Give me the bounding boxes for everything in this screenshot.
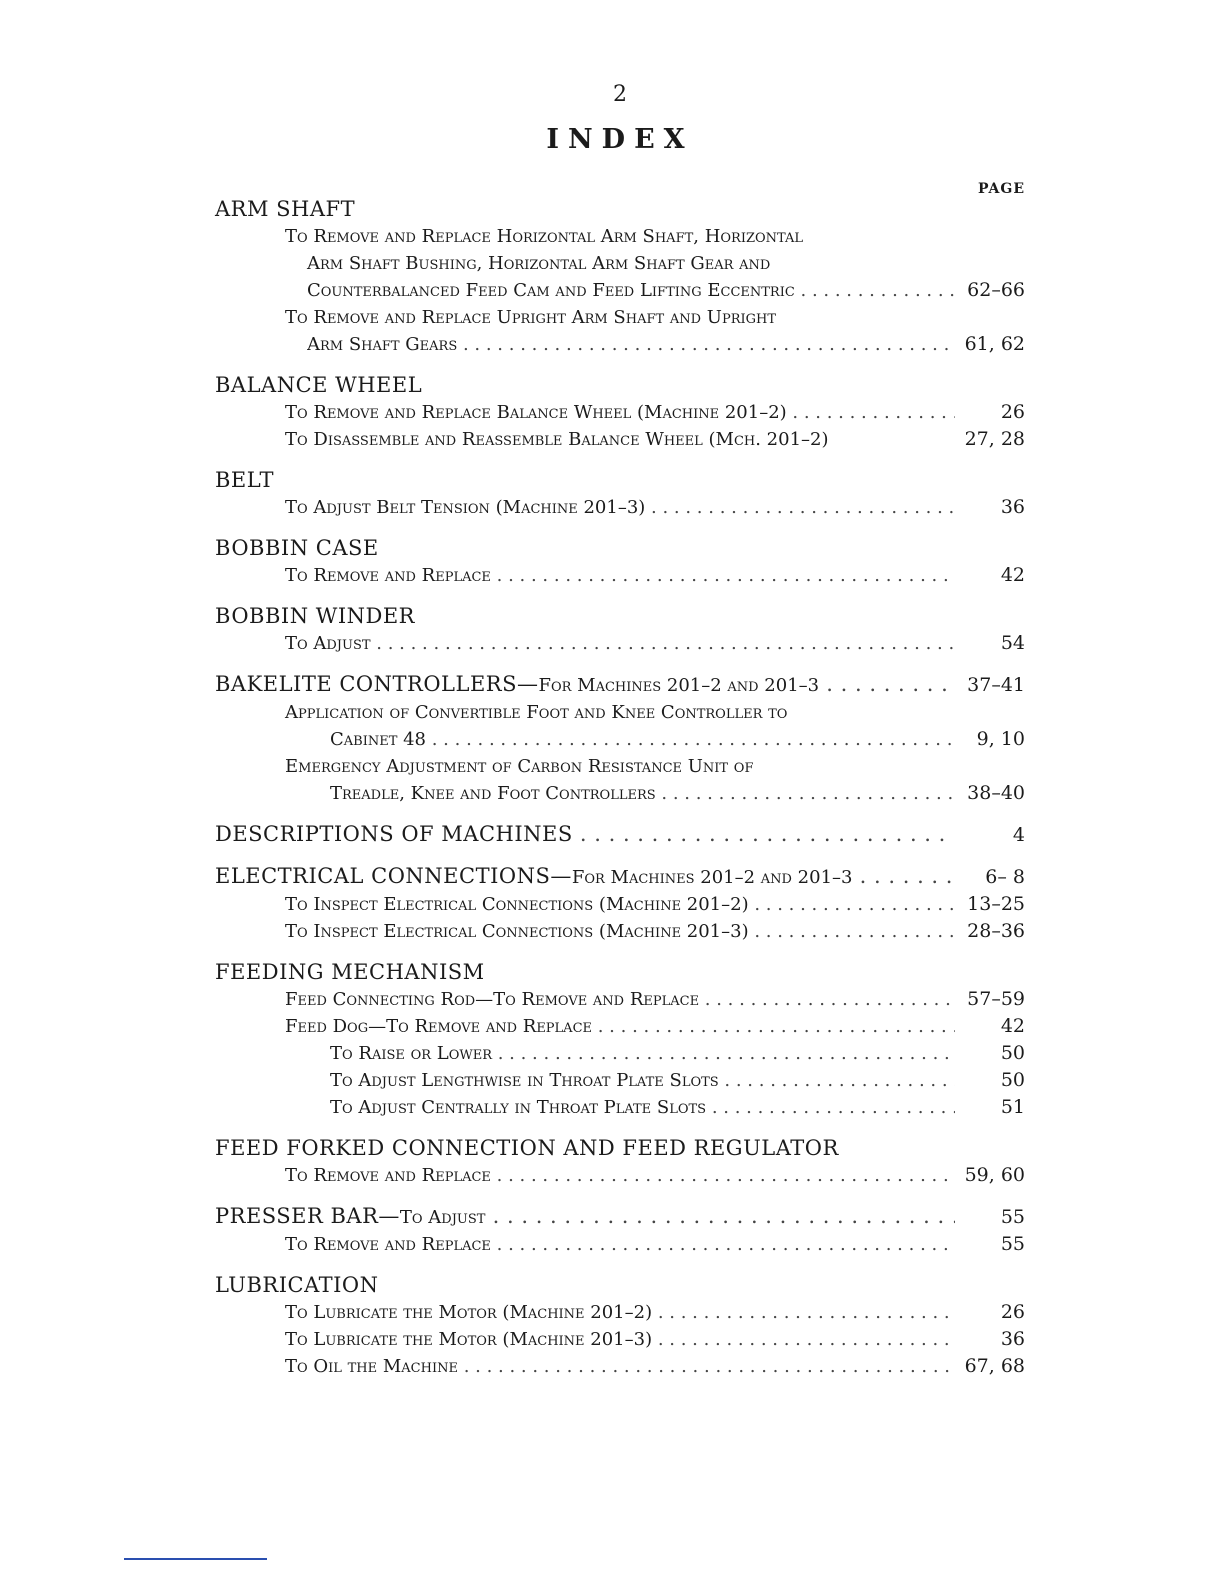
index-section-lubrication xyxy=(215,1272,1025,1380)
entry-text: To Adjust Centrally in Throat Plate Slots . . . xyxy=(330,1094,955,1121)
entry-text: To Adjust . . . xyxy=(285,630,955,657)
entry-page: 62–66 xyxy=(967,279,1025,301)
entry-text xyxy=(215,863,955,891)
section-heading-sub: For Machines 201–2 and 201–3 xyxy=(538,675,820,696)
section-heading: BOBBIN WINDER xyxy=(215,604,415,628)
page-column-label: PAGE xyxy=(978,181,1025,197)
index-section-electrical-connections xyxy=(215,863,1025,945)
index-entry xyxy=(215,1067,1025,1094)
entry-text: To Inspect Electrical Connections (Machine 201–2) . . . xyxy=(285,891,955,918)
index-entry xyxy=(215,426,1025,453)
index-section-balance-wheel xyxy=(215,372,1025,453)
entry-page: 50 xyxy=(1000,1042,1025,1064)
entry-text: To Oil the Machine . . . xyxy=(285,1353,955,1380)
section-heading: LUBRICATION xyxy=(215,1273,379,1297)
entry-page: 54 xyxy=(1000,632,1025,654)
index-entry xyxy=(215,1299,1025,1326)
index-section-bobbin-winder xyxy=(215,603,1025,657)
entry-page: 36 xyxy=(1000,496,1025,518)
index-section-feeding-mechanism xyxy=(215,959,1025,1121)
index-entry xyxy=(215,726,1025,753)
entry-text: Counterbalanced Feed Cam and Feed Lifting Eccentric . . . xyxy=(307,277,955,304)
index-entry xyxy=(215,1353,1025,1380)
entry-text xyxy=(215,1203,955,1231)
entry-page: 42 xyxy=(1000,1015,1025,1037)
index-entry xyxy=(215,562,1025,589)
entry-page: 28–36 xyxy=(967,920,1025,942)
entry-page: 9, 10 xyxy=(976,728,1025,750)
index-entry xyxy=(215,821,1025,849)
entry-text xyxy=(215,671,955,699)
entry-page: 38–40 xyxy=(967,782,1025,804)
index-entry xyxy=(215,986,1025,1013)
entry-text: Treadle, Knee and Foot Controllers . . . xyxy=(330,780,955,807)
entry-text: To Lubricate the Motor (Machine 201–3) . . . xyxy=(285,1326,955,1353)
entry-page: 51 xyxy=(1000,1096,1025,1118)
index-entry xyxy=(215,494,1025,521)
page-title: INDEX xyxy=(546,124,694,155)
index-entry xyxy=(215,630,1025,657)
entry-page: 57–59 xyxy=(967,988,1025,1010)
section-heading: ARM SHAFT xyxy=(215,197,356,221)
entry-text: To Raise or Lower . . . xyxy=(330,1040,955,1067)
entry-text: To Disassemble and Reassemble Balance Wheel (Mch. 201–2) xyxy=(285,429,829,450)
section-heading: PRESSER BAR— xyxy=(215,1204,400,1228)
entry-text: To Adjust Belt Tension (Machine 201–3) . . . xyxy=(285,494,955,521)
index-entry xyxy=(215,780,1025,807)
footnote-rule xyxy=(124,1558,267,1560)
entry-page: 26 xyxy=(1000,401,1025,423)
index-entry xyxy=(215,1040,1025,1067)
entry-page: 37–41 xyxy=(967,674,1025,696)
index-entry xyxy=(215,277,1025,304)
index-entry xyxy=(215,863,1025,891)
entry-page: 13–25 xyxy=(967,893,1025,915)
entry-page: 4 xyxy=(1012,824,1025,846)
entry-text: Application of Convertible Foot and Knee Controller to xyxy=(285,702,788,723)
index-list xyxy=(215,196,1025,1394)
entry-text: Feed Connecting Rod—To Remove and Replace . . . xyxy=(285,986,955,1013)
entry-text: To Remove and Replace . . . xyxy=(285,562,955,589)
section-heading: ELECTRICAL CONNECTIONS— xyxy=(215,864,572,888)
index-section-bobbin-case xyxy=(215,535,1025,589)
entry-page: 59, 60 xyxy=(964,1164,1025,1186)
index-section-arm-shaft xyxy=(215,196,1025,358)
entry-page: 67, 68 xyxy=(964,1355,1025,1377)
entry-text: To Remove and Replace . . . xyxy=(285,1231,955,1258)
index-entry xyxy=(215,918,1025,945)
entry-page: 36 xyxy=(1000,1328,1025,1350)
entry-page: 6– 8 xyxy=(985,866,1025,888)
section-heading: BAKELITE CONTROLLERS— xyxy=(215,672,539,696)
entry-page: 55 xyxy=(1000,1206,1025,1228)
index-entry xyxy=(215,1094,1025,1121)
entry-text: To Lubricate the Motor (Machine 201–2) . . . xyxy=(285,1299,955,1326)
section-heading: BELT xyxy=(215,468,275,492)
entry-text: To Remove and Replace Balance Wheel (Machine 201–2) . . . xyxy=(285,399,955,426)
entry-page: 55 xyxy=(1000,1233,1025,1255)
entry-page: 42 xyxy=(1000,564,1025,586)
section-heading: BALANCE WHEEL xyxy=(215,373,423,397)
section-heading: BOBBIN CASE xyxy=(215,536,379,560)
entry-page: 27, 28 xyxy=(964,428,1025,450)
index-entry xyxy=(215,1013,1025,1040)
entry-text: To Remove and Replace Upright Arm Shaft and Upright xyxy=(285,307,777,328)
index-entry xyxy=(215,399,1025,426)
entry-text: To Remove and Replace . . . xyxy=(285,1162,955,1189)
section-heading-sub: To Adjust xyxy=(399,1207,486,1228)
entry-page: 26 xyxy=(1000,1301,1025,1323)
entry-text: Arm Shaft Bushing, Horizontal Arm Shaft Gear and xyxy=(307,253,771,274)
index-entry xyxy=(215,1203,1025,1231)
entry-text: Arm Shaft Gears . . . xyxy=(307,331,955,358)
index-section-bakelite-controllers xyxy=(215,671,1025,807)
entry-text: To Adjust Lengthwise in Throat Plate Slots . . . xyxy=(330,1067,955,1094)
index-entry xyxy=(215,671,1025,699)
section-heading: FEED FORKED CONNECTION AND FEED REGULATOR xyxy=(215,1136,839,1160)
index-entry xyxy=(215,1162,1025,1189)
section-heading: DESCRIPTIONS OF MACHINES . . . xyxy=(215,821,955,848)
index-section-presser-bar xyxy=(215,1203,1025,1258)
entry-page: 50 xyxy=(1000,1069,1025,1091)
index-entry xyxy=(215,1231,1025,1258)
index-section-belt xyxy=(215,467,1025,521)
index-section-feed-forked-connection xyxy=(215,1135,1025,1189)
entry-page: 61, 62 xyxy=(964,333,1025,355)
page-number: 2 xyxy=(613,82,627,107)
entry-text: Cabinet 48 . . . xyxy=(330,726,955,753)
entry-text: To Remove and Replace Horizontal Arm Shaft, Horizontal xyxy=(285,226,804,247)
index-entry xyxy=(215,891,1025,918)
section-heading: FEEDING MECHANISM xyxy=(215,960,485,984)
entry-text: To Inspect Electrical Connections (Machine 201–3) . . . xyxy=(285,918,955,945)
index-section-descriptions xyxy=(215,821,1025,849)
index-entry xyxy=(215,1326,1025,1353)
index-entry xyxy=(215,331,1025,358)
entry-text: Feed Dog—To Remove and Replace . . . xyxy=(285,1013,955,1040)
entry-text: Emergency Adjustment of Carbon Resistance Unit of xyxy=(285,756,754,777)
section-heading-sub: For Machines 201–2 and 201–3 xyxy=(571,867,853,888)
